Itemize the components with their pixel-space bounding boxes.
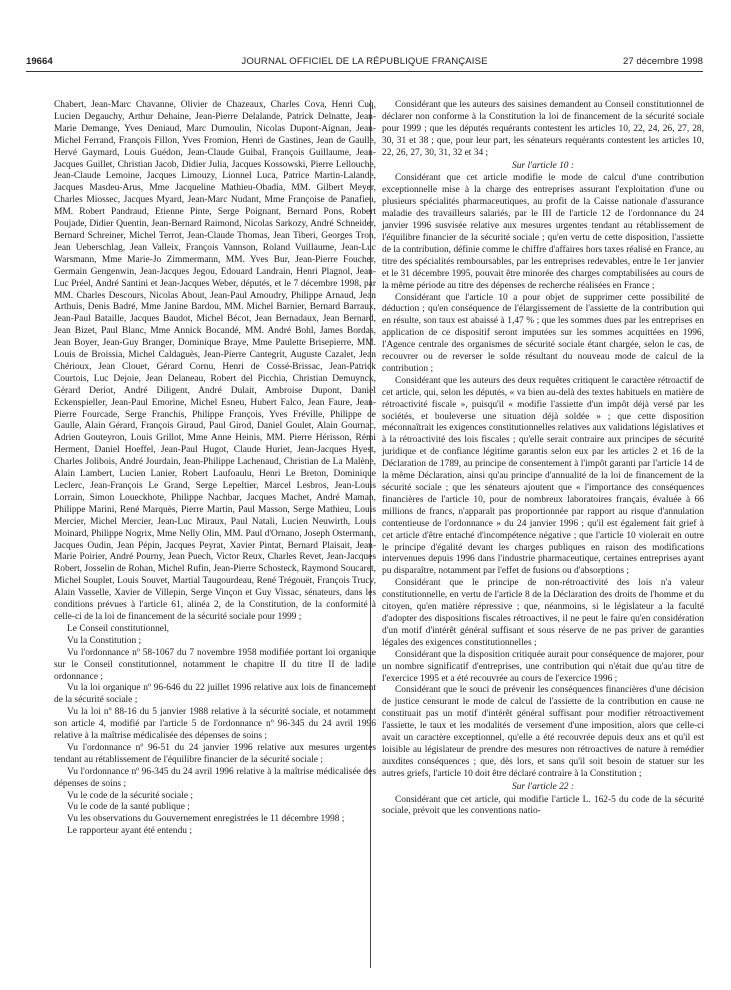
paragraph: Vu la Constitution ; (67, 635, 142, 646)
section-heading: Sur l'article 10 : (511, 160, 575, 171)
paragraph: Chabert, Jean-Marc Chavanne, Olivier de Chazeaux, Charles Cova, Henri Cuq, Lucien Degauchy, Arthur Dehaine, Jean-Pierre Delalande, Patrick Delnatte, Jean-Marie Demange, Yves Deniaud, Marc Dumoulin, Nicolas Dupont-Aignan, Jean-Michel Ferrand, François Fillon, Yves Fromion, Henri de Gastines, Jean de Gaulle, Hervé Gaymard, Louis Guédon, Jean-Claude Guibal, François Guillaume, Jean-Jacques Guillet, Christian Jacob, Didier Julia, Jacques Kossowski, Pierre Lellouche, Jean-Claude Lemoine, Jacques Limouzy, Lionnel Luca, Patrice Martin-Lalande, Jacques Masdeu-Arus, Mme Jacqueline Mathieu-Obadia, MM. Gilbert Meyer, Charles Miossec, Jacques Myard, Jean-Marc Nudant, Mme Françoise de Panafieu, MM. Robert Pandraud, Etienne Pinte, Serge Poignant, Bernard Pons, Robert Poujade, Didier Quentin, Jean-Bernard Raimond, Nicolas Sarkozy, André Schneider, Bernard Schreiner, Michel Terrot, Jean-Claude Thomas, Jean Tiberi, Georges Tron, Jean Ueberschlag, Jean Valleix, François Vannson, Roland Vuillaume, Jean-Luc Warsmann, Mme Marie-Jo Zimmermann, MM. Yves Bur, Jean-Pierre Foucher, Germain Gengenwin, Jean-Jacques Jegou, Edouard Landrain, Henri Plagnol, Jean-Luc Préel, André Santini et Jean-Jacques Weber, députés, et le 7 décembre 1998, par MM. Charles Descours, Nicolas About, Jean-Paul Amoudry, Philippe Arnaud, Jean Arthuis, Denis Badré, Mme Janine Bardou, MM. Michel Barnier, Bernard Barraux, Jean-Paul Bataille, Jacques Baudot, Michel Bécot, Jean Bernadaux, Jean Bernard, Jean Bizet, Paul Blanc, Mme Annick Bocandé, MM. André Bohl, James Bordas, Jean Boyer, Jean-Guy Branger, Dominique Braye, Mme Paulette Brisepierre, MM. Louis de Broissia, Michel Caldaguès, Jean-Pierre Cantegrit, Auguste Cazalet, Jean Chérioux, Jean Clouet, Gérard Cornu, Henri de Cossé-Brissac, Jean-Patrick Courtois, Luc Dejoie, Jean Delaneau, Robert del Picchia, Christian Demuynck, Gérard Deriot, André Diligent, André Dulait, Ambroise Dupont, Daniel Eckenspieller, Jean-Paul Emorine, Michel Esneu, Hubert Falco, Jean Faure, Jean-Pierre Fourcade, Serge Franchis, Philippe François, Yves Fréville, Philippe de Gaulle, Alain Gérard, François Giraud, Paul Girod, Daniel Goulet, Alain Gournac, Adrien Gouteyron, Louis Grillot, Mme Anne Heinis, MM. Pierre Hérisson, Rémi Herment, Daniel Hoeffel, Jean-Paul Hugot, Claude Huriet, Jean-Jacques Hyest, Charles Jolibois, André Jourdain, Jean-Philippe Lachenaud, Christian de La Malène, Alain Lambert, Lucien Lanier, Robert Laufoaulu, Henri Le Breton, Dominique Leclerc, Jean-François Le Grand, Serge Lepeltier, Marcel Lesbros, Jean-Louis Lorrain, Simon Loueckhote, Philippe Nachbar, Jacques Machet, André Maman, Philippe Marini, René Marquès, Pierre Martin, Paul Masson, Serge Mathieu, Louis Mercier, Michel Mercier, Jean-Luc Miraux, Paul Natali, Lucien Neuwirth, Louis Moinard, Philippe Nogrix, Mme Nelly Olin, MM. Paul d'Ornano, Joseph Ostermann, Jacques Oudin, Jean Pépin, Jacques Peyrat, Xavier Pintat, Bernard Plaisait, Jean-Marie Poirier, André Pourny, Jean Puech, Victor Reux, Charles Revet, Jean-Jacques Robert, Josselin de Rohan, Michel Rufin, Jean-Pierre Schosteck, Raymond Soucaret, Michel Souplet, Louis Souvet, Martial Taugourdeau, René Trégouët, François Trucy, Alain Vasselle, Xavier de Villepin, Serge Vinçon et Guy Vissac, sénateurs, dans les conditions prévues à l'article 61, alinéa 2, de la Constitution, de la conformité à celle-ci de la loi de financement de la sécurité sociale pour 1999 ; (54, 100, 376, 622)
column-divider (370, 100, 371, 968)
journal-title: JOURNAL OFFICIEL DE LA RÉPUBLIQUE FRANÇAISE (241, 56, 488, 67)
paragraph: Vu le code de la santé publique ; (67, 802, 190, 813)
right-column (382, 100, 704, 818)
paragraph: Le Conseil constitutionnel, (67, 623, 169, 634)
page-header (26, 56, 703, 70)
paragraph: Vu le code de la sécurité sociale ; (67, 790, 193, 801)
paragraph: Considérant que cet article modifie le mode de calcul d'une contribution exceptionnelle mise à la charge des entreprises assurant l'exploitation d'une ou plusieurs spécialités pharmaceutiques, au profit de la Caisse nationale d'assurance maladie des travailleurs salariés, par le III de l'article 12 de l'ordonnance du 24 janvier 1996 susvisée relative aux mesures urgentes tendant au rétablissement de l'équilibre financier de la sécurité sociale ; qu'en vertu de cette disposition, l'assiette de la contribution, définie comme le chiffre d'affaires hors taxes réalisé en France, au titre des spécialités remboursables, par les entreprises redevables, entre le 1er janvier et le 31 décembre 1995, pouvait être minorée des charges comptabilisées au cours de la même période au titre des dépenses de recherche réalisées en France ; (382, 173, 704, 291)
paragraph: Considérant que cet article, qui modifie l'article L. 162-5 du code de la sécurité sociale, prévoit que les conventions natio- (382, 794, 704, 817)
paragraph: Vu l'ordonnance nº 58-1067 du 7 novembre 1958 modifiée portant loi organique sur le Conseil constitutionnel, notamment le chapitre II du titre II de ladite ordonnance ; (54, 647, 376, 682)
paragraph: Vu l'ordonnance nº 96-345 du 24 avril 1996 relative à la maîtrise médicalisée des dépenses de soins ; (54, 766, 376, 789)
issue-date: 27 décembre 1998 (622, 56, 703, 67)
section-heading: Sur l'article 22 : (511, 781, 575, 792)
header-rule (26, 71, 703, 72)
paragraph: Vu la loi nº 88-16 du 5 janvier 1988 relative à la sécurité sociale, et notamment son article 4, modifié par l'article 5 de l'ordonnance nº 96-345 du 24 avril 1996 relative à la maîtrise médicalisée des dépenses de soins ; (54, 707, 376, 742)
paragraph: Le rapporteur ayant été entendu ; (67, 826, 192, 837)
page-number: 19664 (26, 56, 53, 67)
paragraph: Vu la loi organique nº 96-646 du 22 juillet 1996 relative aux lois de financement de la sécurité sociale ; (54, 683, 376, 706)
paragraph: Considérant que le principe de non-rétroactivité des lois n'a valeur constitutionnelle, en vertu de l'article 8 de la Déclaration des droits de l'homme et du citoyen, qu'en matière répressive ; que, néanmoins, si le législateur a la faculté d'adopter des dispositions fiscales rétroactives, il ne peut le faire qu'en considération d'un motif d'intérêt général suffisant et sous réserve de ne pas priver de garanties légales des exigences constitutionnelles ; (382, 578, 704, 648)
paragraph: Considérant que l'article 10 a pour objet de supprimer cette possibilité de déduction ; qu'en conséquence de l'élargissement de l'assiette de la contribution qui en résulte, son taux est abaissé à 1,47 % ; que les sommes dues par les entreprises en application de ce dispositif seront imputées sur les sommes acquittées en 1996, l'Agence centrale des organismes de sécurité sociale étant chargée, selon le cas, de recouvrer ou de reverser le solde résultant du nouveau mode de calcul de la contribution ; (382, 292, 704, 374)
paragraph: Considérant que les auteurs des saisines demandent au Conseil constitutionnel de déclarer non conforme à la Constitution la loi de financement de la sécurité sociale pour 1999 ; que les députés requérants contestent les articles 10, 22, 24, 26, 27, 28, 30, 31 et 38 ; que, pour leur part, les sénateurs requérants contestent les articles 10, 22, 26, 27, 30, 31, 32 et 34 ; (382, 100, 704, 158)
paragraph: Considérant que les auteurs des deux requêtes critiquent le caractère rétroactif de cet article, qui, selon les députés, « va bien au-delà des textes habituels en matière de rétroactivité fiscale », puisqu'il « modifie l'assiette d'un impôt déjà versé par les sociétés, et bouleverse une situation déjà soldée » ; que cette disposition méconnaîtrait les exigences constitutionnelles relatives aux validations législatives et à la rétroactivité des lois fiscales ; qu'elle serait contraire aux principes de sécurité juridique et de confiance légitime garantis selon eux par les articles 2 et 16 de la Déclaration de 1789, au principe de consentement à l'impôt garanti par l'article 14 de la même Déclaration, ainsi qu'au principe d'annualité de la loi de financement de la sécurité sociale ; que les sénateurs ajoutent que « l'importance des conséquences financières de l'article 10, pour de nombreux laboratoires français, évaluée à 66 millions de francs, n'apparaît pas proportionnée par rapport au risque d'annulation contentieuse de l'ordonnance » du 24 janvier 1996 ; qu'il est également fait grief à cet article d'être entaché d'incompétence négative ; que l'article 10 violerait en outre le principe d'égalité devant les charges publiques en raison des modifications intervenues depuis 1996 dans l'industrie pharmaceutique, certaines entreprises ayant pu disparaître, notamment par l'effet de fusions ou d'absorptions ; (382, 375, 704, 577)
left-column (54, 100, 376, 838)
paragraph: Vu l'ordonnance nº 96-51 du 24 janvier 1996 relative aux mesures urgentes tendant au rétablissement de l'équilibre financier de la sécurité sociale ; (54, 742, 376, 765)
paragraph: Considérant que la disposition critiquée aurait pour conséquence de majorer, pour un nombre significatif d'entreprises, une contribution qui n'était due qu'au titre de l'exercice 1995 et a été recouvrée au cours de l'exercice 1996 ; (382, 649, 704, 684)
paragraph: Vu les observations du Gouvernement enregistrées le 11 décembre 1998 ; (67, 814, 345, 825)
paragraph: Considérant que le souci de prévenir les conséquences financières d'une décision de justice censurant le mode de calcul de l'assiette de la contribution en cause ne constituait pas un motif d'intérêt général suffisant pour modifier rétroactivement l'assiette, le taux et les modalités de versement d'une imposition, alors que celle-ci avait un caractère exceptionnel, qu'elle a été recouvrée depuis deux ans et qu'il est loisible au législateur de prendre des mesures non rétroactives de nature à remédier auxdites conséquences ; que, dès lors, et sans qu'il soit besoin de statuer sur les autres griefs, l'article 10 doit être déclaré contraire à la Constitution ; (382, 685, 704, 779)
